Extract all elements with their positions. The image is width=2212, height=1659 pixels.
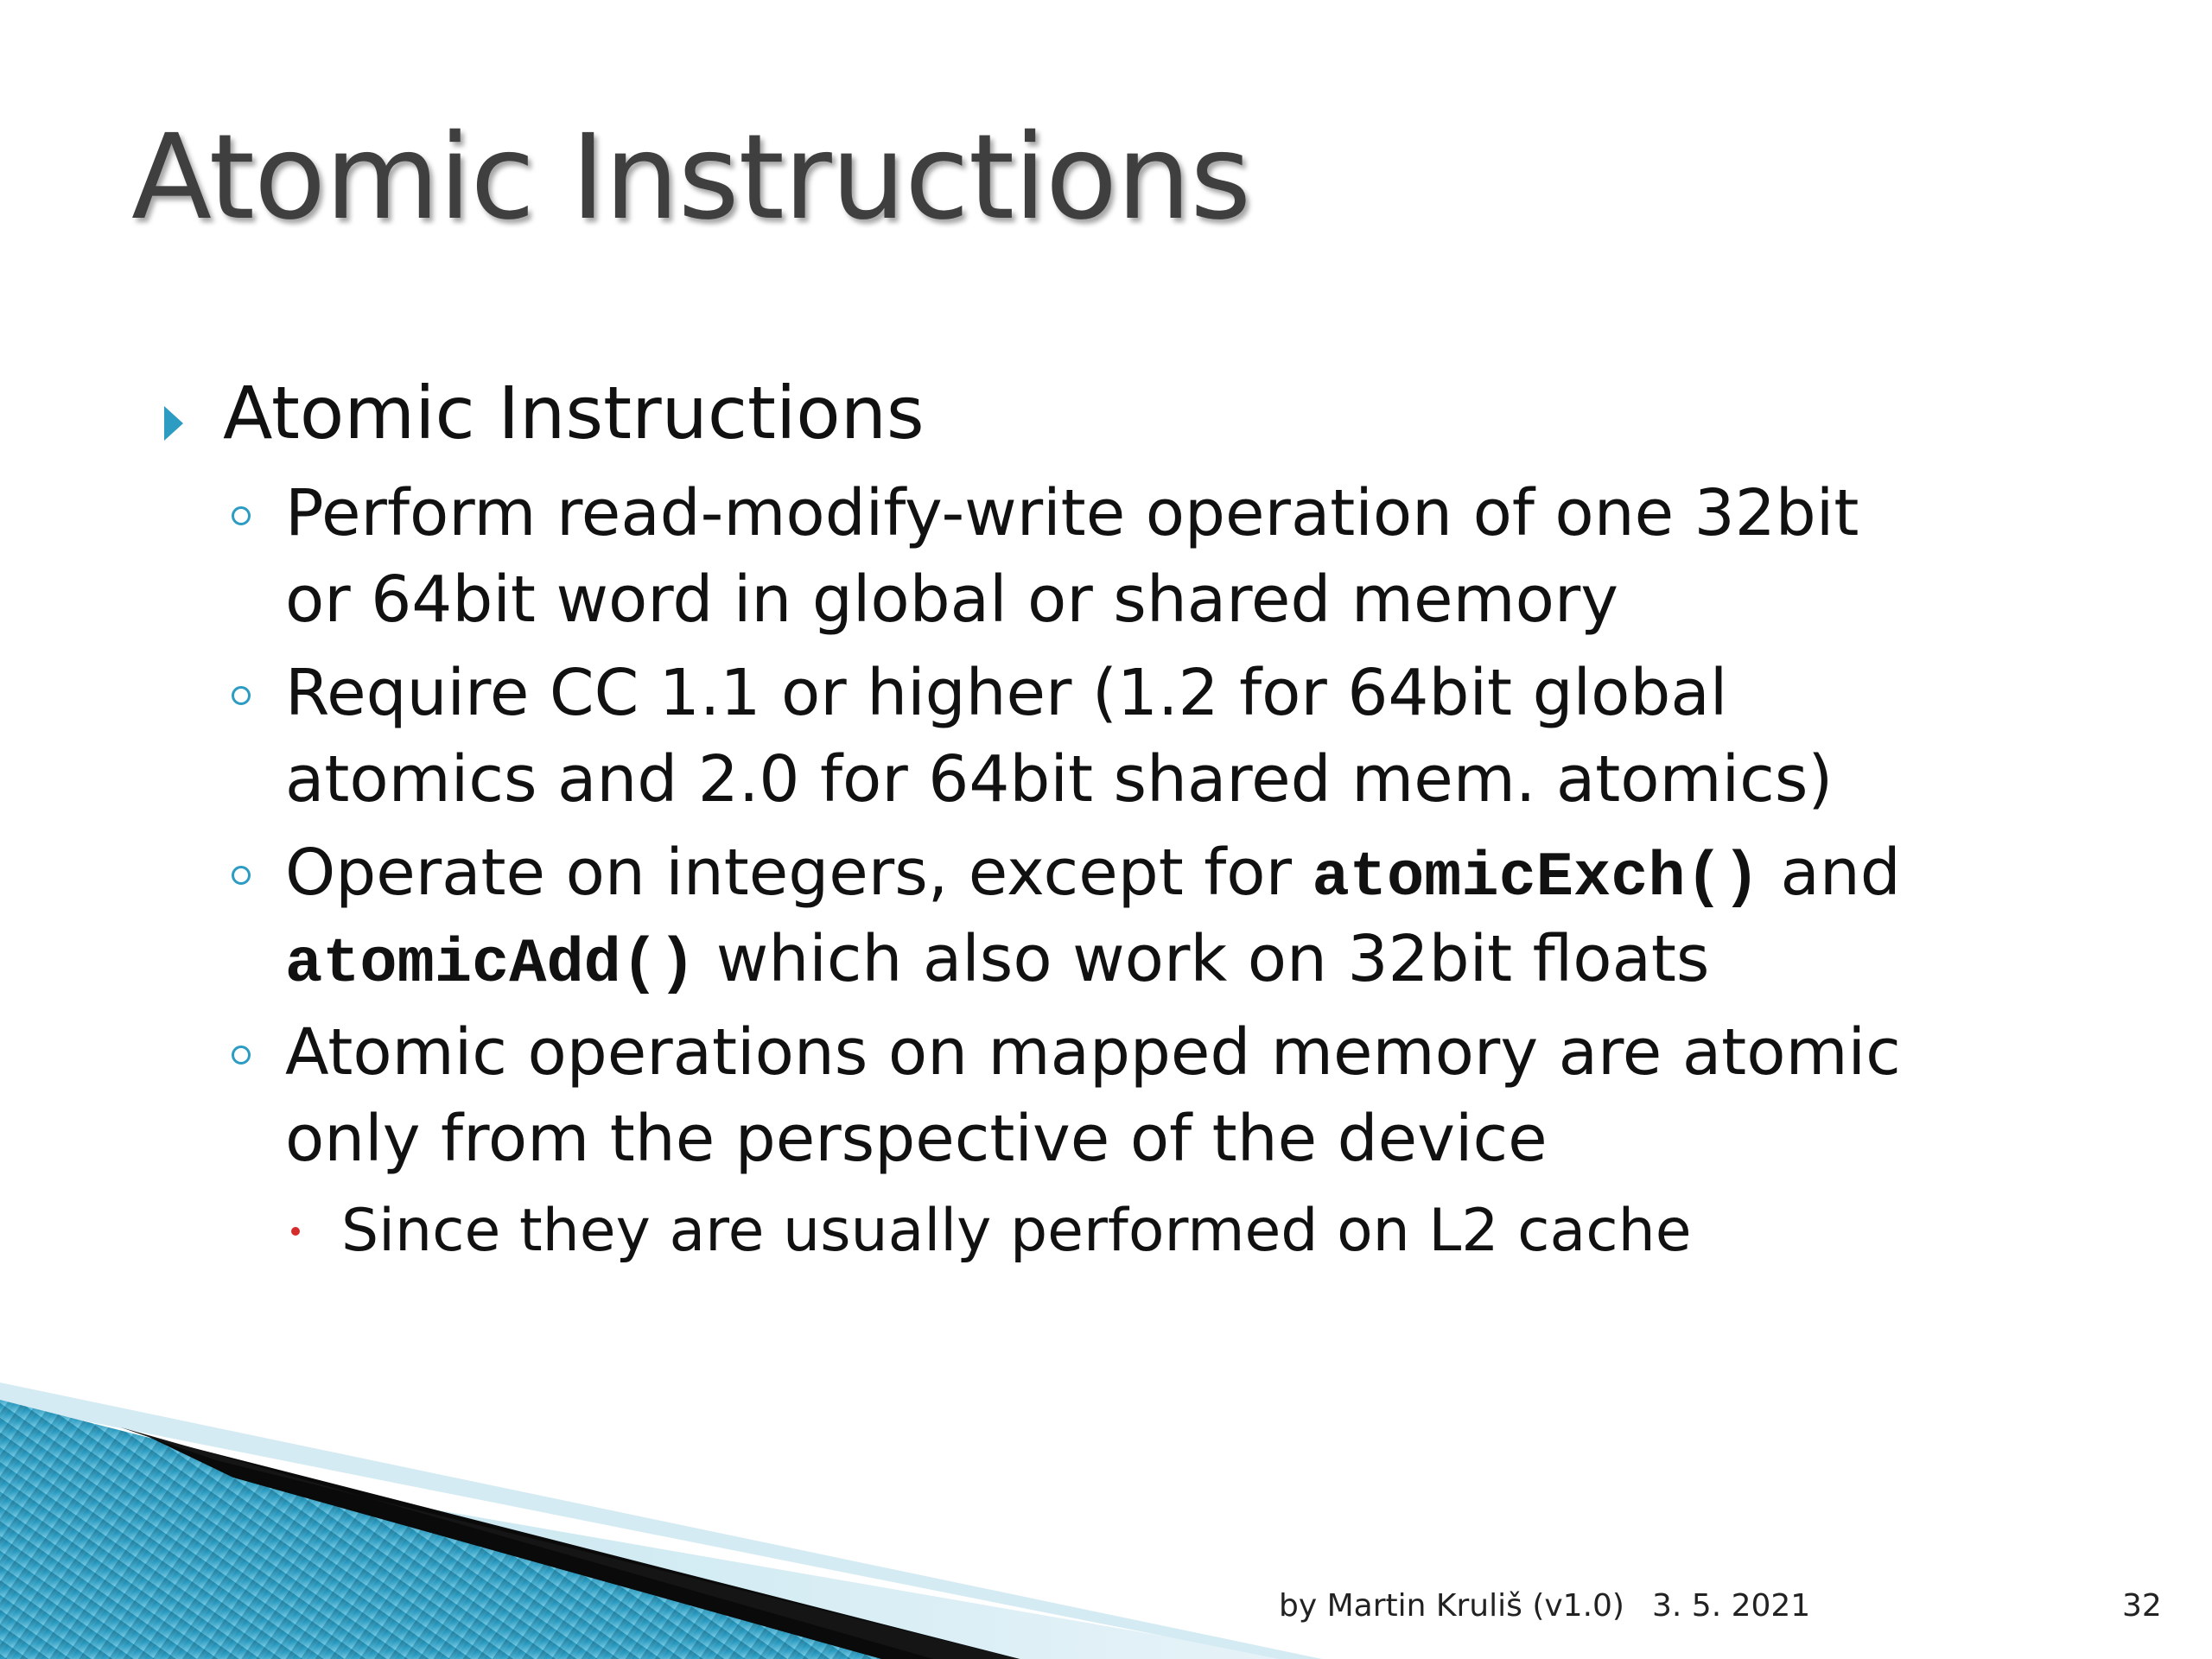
bullet-item3-line2	[285, 916, 1709, 1007]
ring-bullet-icon	[232, 506, 251, 525]
ring-bullet-icon	[232, 866, 251, 885]
bullet-item3-line1	[285, 830, 1901, 921]
ring-bullet-icon	[232, 1046, 251, 1065]
bullet-item4-line1: Atomic operations on mapped memory are atomic	[285, 1015, 1901, 1090]
bullet-level1: Atomic Instructions	[223, 371, 925, 455]
bullet-item2-line1: Require CC 1.1 or higher (1.2 for 64bit global	[285, 656, 1728, 730]
bullet-item4-sub: Since they are usually performed on L2 cache	[341, 1197, 1692, 1265]
bullet-item2-line2: atomics and 2.0 for 64bit shared mem. atomics)	[285, 742, 1834, 817]
code-atomic-exch: atomicExch()	[1312, 842, 1761, 913]
footer-author: by Martin Kruliš (v1.0)	[1279, 1588, 1624, 1624]
bullet-item1-line1: Perform read-modify-write operation of one 32bit	[285, 476, 1859, 550]
dot-bullet-icon	[291, 1227, 300, 1236]
slide-title: Atomic Instructions	[131, 110, 1251, 246]
bullet-item1-line2: or 64bit word in global or shared memory	[285, 563, 1619, 637]
footer-date: 3. 5. 2021	[1652, 1588, 1811, 1624]
ring-bullet-icon	[232, 686, 251, 705]
bullet-item4-line2: only from the perspective of the device	[285, 1102, 1548, 1176]
triangle-right-icon	[164, 406, 183, 441]
bullet-item3-text: Operate on integers, except for	[285, 836, 1313, 910]
bullet-item3-text: which also work on 32bit floats	[696, 922, 1710, 996]
bullet-item3-text: and	[1760, 836, 1901, 910]
footer-page-number: 32	[2122, 1588, 2162, 1624]
code-atomic-add: atomicAdd()	[285, 929, 696, 1000]
